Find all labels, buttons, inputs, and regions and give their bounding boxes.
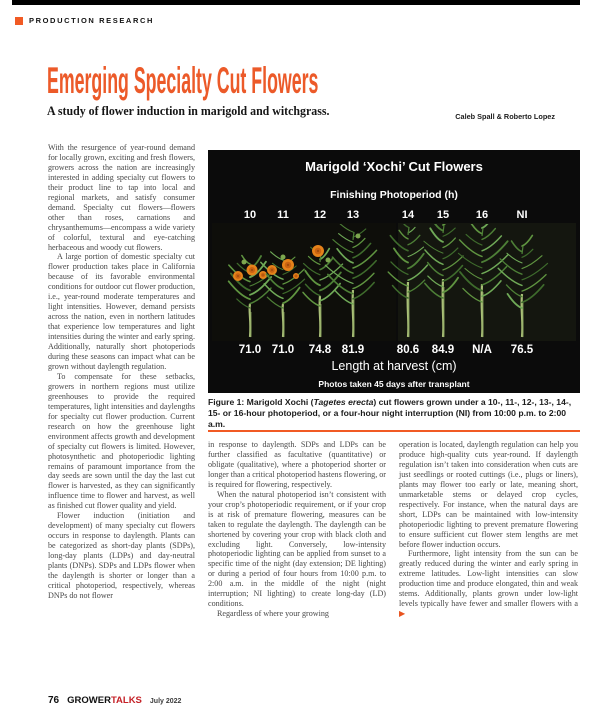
figure-caption (208, 397, 580, 430)
length-axis-label: Length at harvest (cm) (331, 359, 457, 373)
paragraph: in response to daylength. SDPs and LDPs can be further classified as facultative (quantitative) or obligate (qualitative), where a photoperiod shorter or longer than a critical photoperiod hastens flowering, or is required for flowering, respectively. (208, 440, 387, 489)
page-number: 76 (48, 695, 60, 706)
length-value: 84.9 (431, 344, 455, 356)
paragraph: operation is located, daylength regulation can help you produce high-quality cuts year-round. If daylength regulation isn’t taken into consideration when cuts are just seedlings or rooted cuttings (i.e., plugs or liners), plants may flower too early or late, meaning short, unmarketable stems or delayed crop cycles, respectively. For instance, when the natural days are short, LDPs can be maintained with low-intensity photoperiodic lighting to prevent premature flowering to ensure sufficient cut flower stem lengths are met before flower induction occurs. (399, 440, 578, 549)
figure-1-marigold-photo (208, 150, 580, 393)
photoperiod-label: 15 (436, 209, 450, 221)
length-value: N/A (472, 344, 492, 356)
caption-text: Figure 1: Marigold Xochi ( (208, 397, 314, 407)
page-title: Emerging Specialty Cut Flowers (47, 60, 319, 101)
photoperiod-label: 13 (346, 209, 360, 221)
photoperiod-label: NI (516, 209, 528, 221)
logo-text-grower: GROWER (67, 695, 111, 706)
length-value: 81.9 (341, 344, 365, 356)
photoperiod-label: 16 (475, 209, 489, 221)
paragraph: Regardless of where your growing (217, 609, 329, 619)
figure-title: Marigold ‘Xochi’ Cut Flowers (305, 159, 483, 174)
body-column-right (399, 440, 578, 619)
section-bullet-icon (15, 17, 23, 25)
paragraph: With the resurgence of year-round demand for locally grown, exciting and fresh flowers, growers across the nation are increasingly interested in adding specialty cut flowers to their product line to tap into local and regional markets, and satisfy consumer demand. Specialty cut flowers—flowers other than roses, carnations and chrysanthemums—encompass a wide variety of colorful, textural and eye-catching herbaceous and woody cut flowers. (48, 143, 195, 252)
length-value: 71.0 (271, 344, 295, 356)
top-rule-bar (12, 0, 580, 5)
length-value: 76.5 (510, 344, 534, 356)
caption-text: ) cut flowers grown under a 10-, 11-, 12-, 13-, 14-, 15- or 16-hour photoperiod, or a four-hour night interruption (NI) from 10:00 p.m. to 2:00 a.m. (208, 397, 572, 429)
paragraph: Flower induction (initiation and development) of many specialty cut flowers occurs in response to daylength. Plants can be categorized as short-day plants (SDPs), long-day plants (LDPs) and day-neutral plants (DNPs). SDPs and LDPs flower when the daylength is shorter or longer than a critical photoperiod, respectively, whereas DNPs do not flower (48, 511, 195, 600)
paragraph: A large portion of domestic specialty cut flower production takes place in California because of its favorable environmental conditions for outdoor cut flower production, i.e., year-round moderate temperatures and light intensities. However, demand persists across the nation, even in northern latitudes that experience low temperatures and light intensities during the winter and early spring. Additionally, naturally short photoperiods during these seasons can impact what can be grown without daylength regulation. (48, 252, 195, 371)
paragraph-text: Furthermore, light intensity from the sun can be greatly reduced during the winter and early spring in extreme latitudes. Low-light intensities can slow production time and produce elongated, thin and weak stems. Additionally, plants grown under low-light levels typically have fewer and smaller flowers with a (399, 549, 578, 609)
photoperiod-label: 12 (313, 209, 327, 221)
body-column-middle (208, 440, 386, 619)
length-value: 80.6 (396, 344, 420, 356)
orange-divider-rule (208, 430, 580, 432)
length-value: 74.8 (308, 344, 332, 356)
issue-date: July 2022 (149, 698, 182, 705)
body-column-left (48, 143, 195, 601)
figure-axis-label: Finishing Photoperiod (h) (330, 189, 458, 201)
marigold-plants-illustration (208, 224, 580, 341)
paragraph: When the natural photoperiod isn’t consistent with your crop’s photoperiodic requirement, or if your crop is at risk of premature flowering, measures can be taken to regulate the daylength. The daylength can be shortened by covering your crop with black cloth and excluding light. Conversely, low-intensity photoperiodic lighting can be applied from sunset to a specific time of the night (day extension; DE lighting) or during a period of four hours from 10:00 p.m. to 2:00 a.m. in the middle of the night (night interruption; NI lighting) to create long-day (LD) conditions. (208, 489, 386, 609)
photoperiod-label: 10 (243, 209, 257, 221)
figure-note: Photos taken 45 days after transplant (318, 379, 470, 389)
photoperiod-label: 11 (277, 209, 289, 221)
section-label: PRODUCTION RESEARCH (29, 16, 154, 25)
byline: Caleb Spall & Roberto Lopez (455, 112, 555, 121)
caption-species-name: Tagetes erecta (313, 397, 374, 407)
magazine-logo (67, 695, 142, 706)
paragraph (399, 549, 578, 619)
logo-text-talks: TALKS (110, 695, 142, 706)
section-header (15, 16, 154, 25)
paragraph: To compensate for these setbacks, growers in northern regions must utilize greenhouses to provide the required temperatures, light intensities and daylengths for specialty cut flower production. Current research on how the greenhouse light environment affects growth and development of specialty cut flowers is limited. However, photosynthetic and photoperiodic lighting remains of paramount importance from the day seeds are sown until the day the last cut flower is harvested, as they can significantly influence time to flower and harvest, as well as finished cut flower quality and yield. (48, 371, 195, 511)
length-value: 71.0 (238, 344, 262, 356)
article-subtitle: A study of flower induction in marigold and witchgrass. (47, 104, 330, 118)
footer (48, 695, 181, 706)
continued-arrow-icon: ▶ (399, 609, 405, 619)
photoperiod-label: 14 (401, 209, 415, 221)
